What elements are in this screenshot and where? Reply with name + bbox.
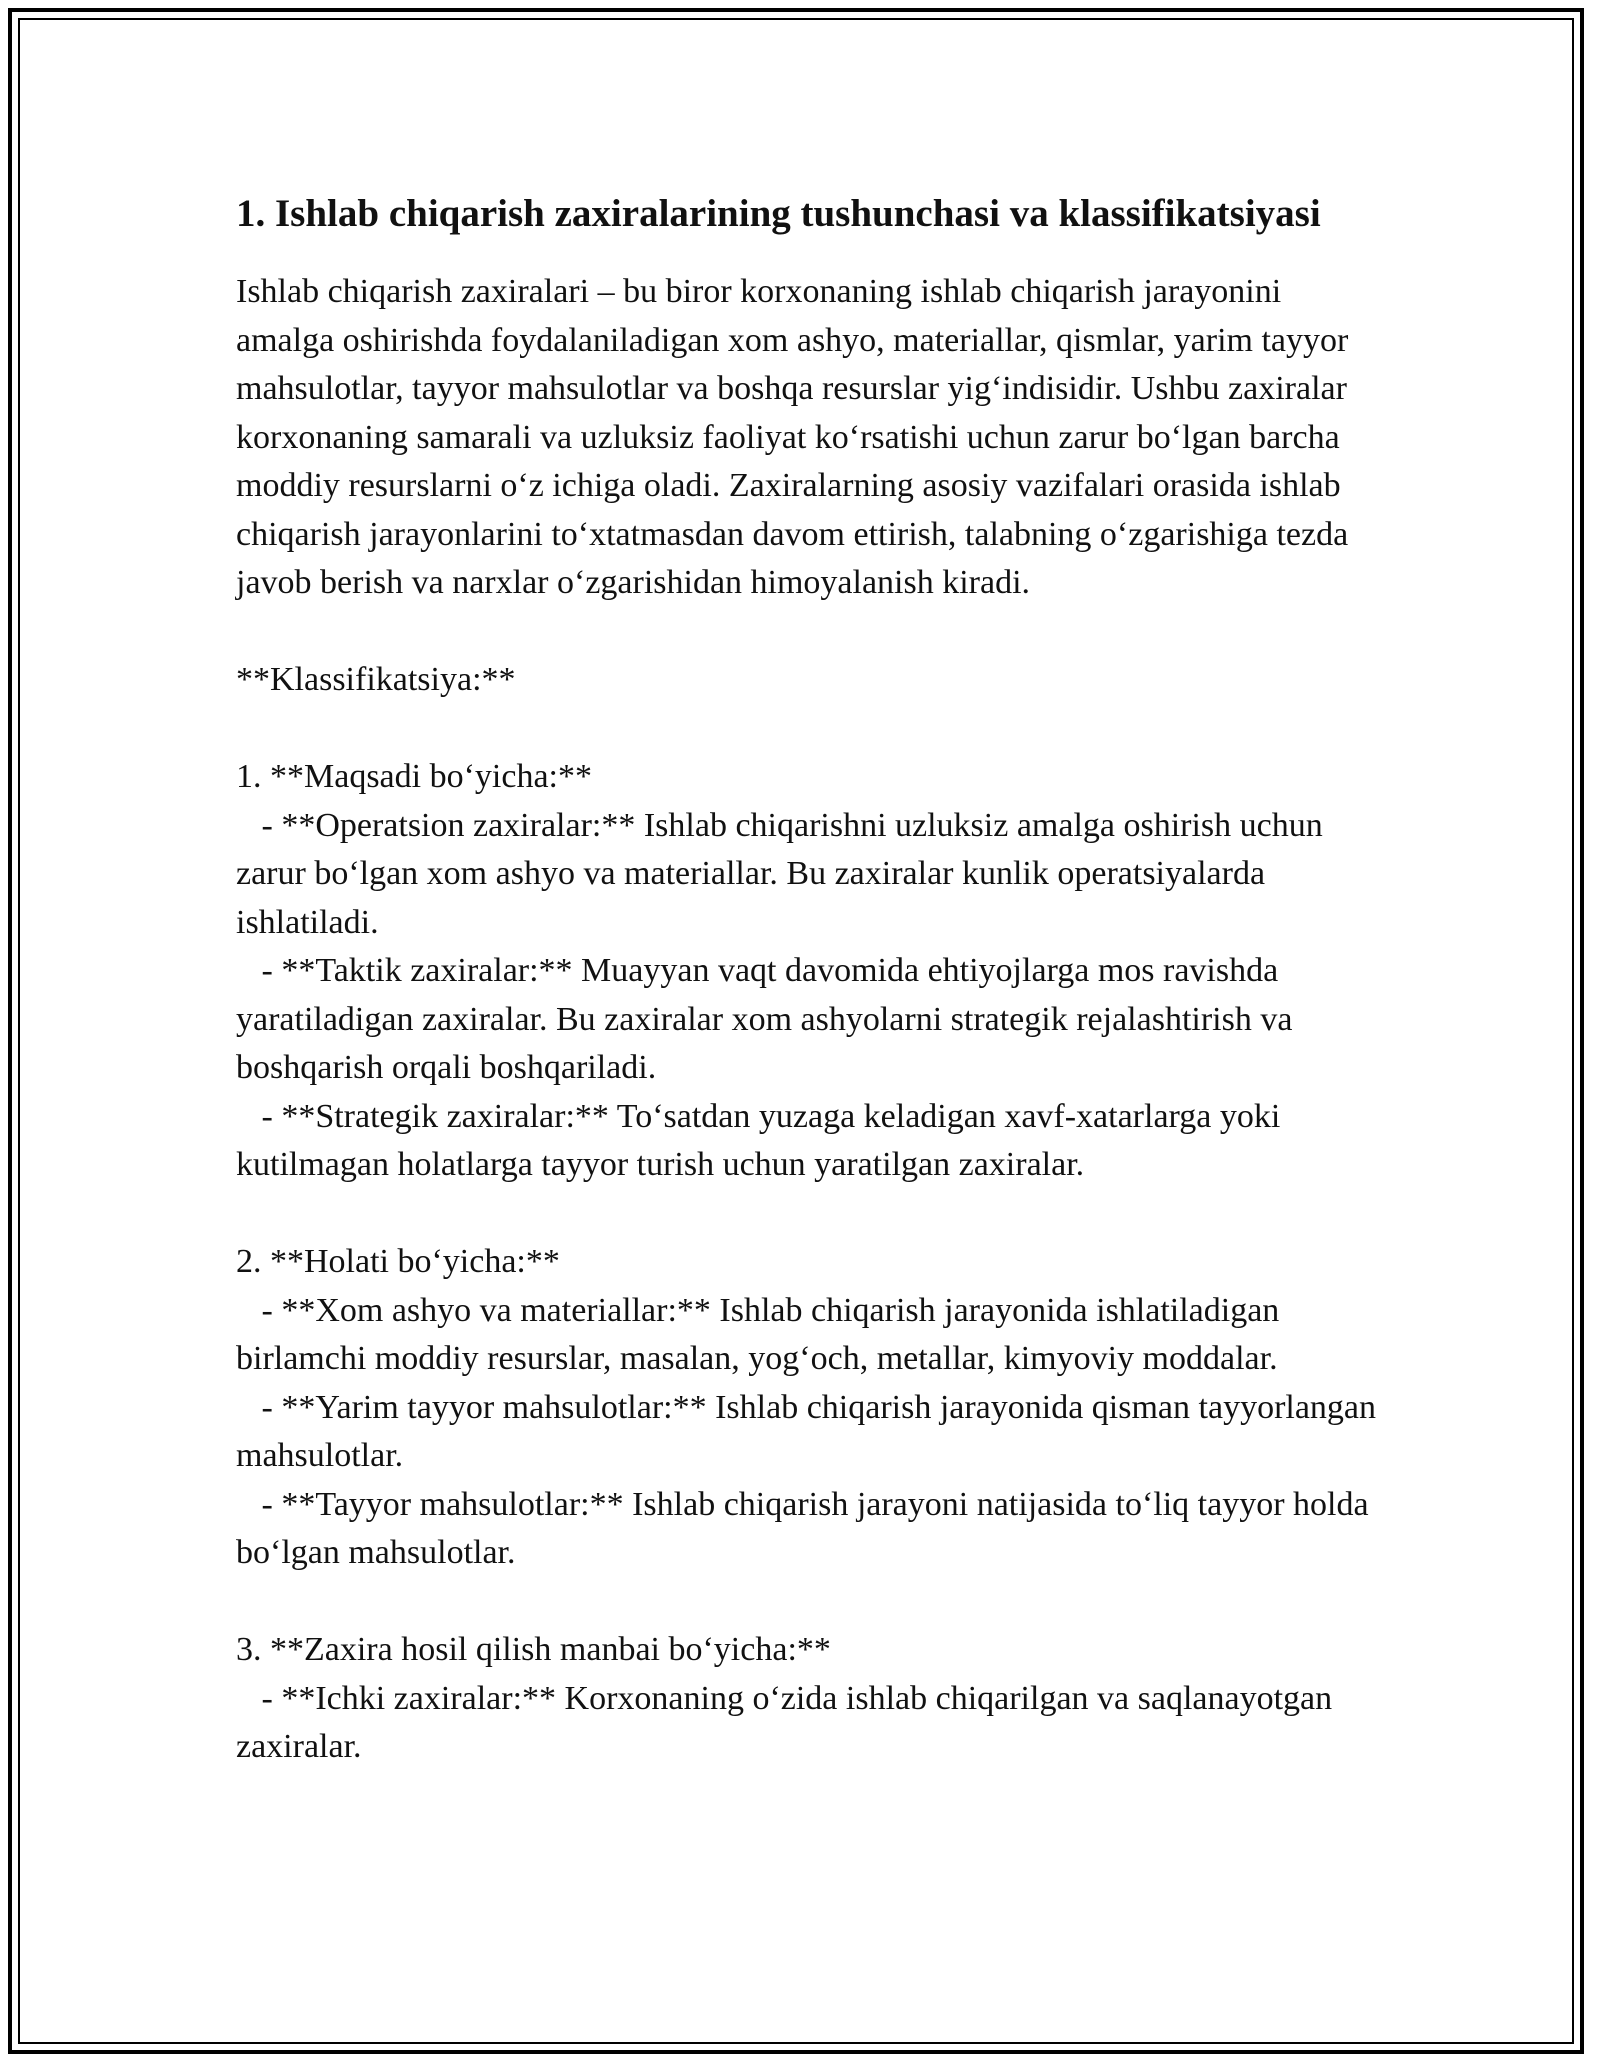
paragraph-gap — [236, 608, 1386, 657]
paragraph-gap — [236, 1190, 1386, 1239]
section-title-purpose: 1. **Maqsadi bo‘yicha:** — [236, 758, 592, 795]
classification-label: **Klassifikatsiya:** — [236, 661, 516, 698]
list-item-semi-finished: - **Yarim tayyor mahsulotlar:** Ishlab chiqarish jarayonida qisman tayyorlangan mahsulotlar. — [236, 1388, 1377, 1474]
list-item-operational: - **Operatsion zaxiralar:** Ishlab chiqarishni uzluksiz amalga oshirish uchun zarur bo‘lgan xom ashyo va materiallar. Bu zaxiralar kunlik operatsiyalarda ishlatiladi. — [236, 806, 1323, 941]
list-item-raw-materials: - **Xom ashyo va materiallar:** Ishlab chiqarish jarayonida ishlatiladigan birlamchi moddiy resurslar, masalan, yog‘och, metallar, kimyoviy moddalar. — [236, 1291, 1280, 1377]
paragraph-gap — [236, 705, 1386, 754]
list-item-tactical: - **Taktik zaxiralar:** Muayyan vaqt davomida ehtiyojlarga mos ravishda yaratiladigan zaxiralar. Bu zaxiralar xom ashyolarni strategik rejalashtirish va boshqarish orqali boshqariladi. — [236, 952, 1293, 1086]
section-title-source: 3. **Zaxira hosil qilish manbai bo‘yicha:** — [236, 1631, 831, 1668]
list-item-internal: - **Ichki zaxiralar:** Korxonaning o‘zida ishlab chiqarilgan va saqlanayotgan zaxiralar. — [236, 1679, 1333, 1765]
section-title-state: 2. **Holati bo‘yicha:** — [236, 1243, 560, 1280]
document-body — [236, 186, 1386, 1772]
section-heading: 1. Ishlab chiqarish zaxiralarining tushunchasi va klassifikatsiyasi — [236, 192, 1321, 235]
list-item-strategic: - **Strategik zaxiralar:** To‘satdan yuzaga keladigan xavf-xatarlarga yoki kutilmagan holatlarga tayyor turish uchun yaratilgan zaxiralar. — [236, 1097, 1281, 1183]
intro-paragraph: Ishlab chiqarish zaxiralari – bu biror korxonaning ishlab chiqarish jarayonini amalga oshirishda foydalaniladigan xom ashyo, materiallar, qismlar, yarim tayyor mahsulotlar, tayyor mahsulotlar va boshqa resurslar yig‘indisidir. Ushbu zaxiralar korxonaning samarali va uzluksiz faoliyat ko‘rsatishi uchun zarur bo‘lgan barcha moddiy resurslarni o‘z ichiga oladi. Zaxiralarning asosiy vazifalari orasida ishlab chiqarish jarayonlarini to‘xtatmasdan davom ettirish, talabning o‘zgarishiga tezda javob berish va narxlar o‘zgarishidan himoyalanish kiradi. — [236, 273, 1349, 601]
paragraph-gap — [236, 1578, 1386, 1627]
list-item-finished: - **Tayyor mahsulotlar:** Ishlab chiqarish jarayoni natijasida to‘liq tayyor holda bo‘lgan mahsulotlar. — [236, 1485, 1369, 1571]
